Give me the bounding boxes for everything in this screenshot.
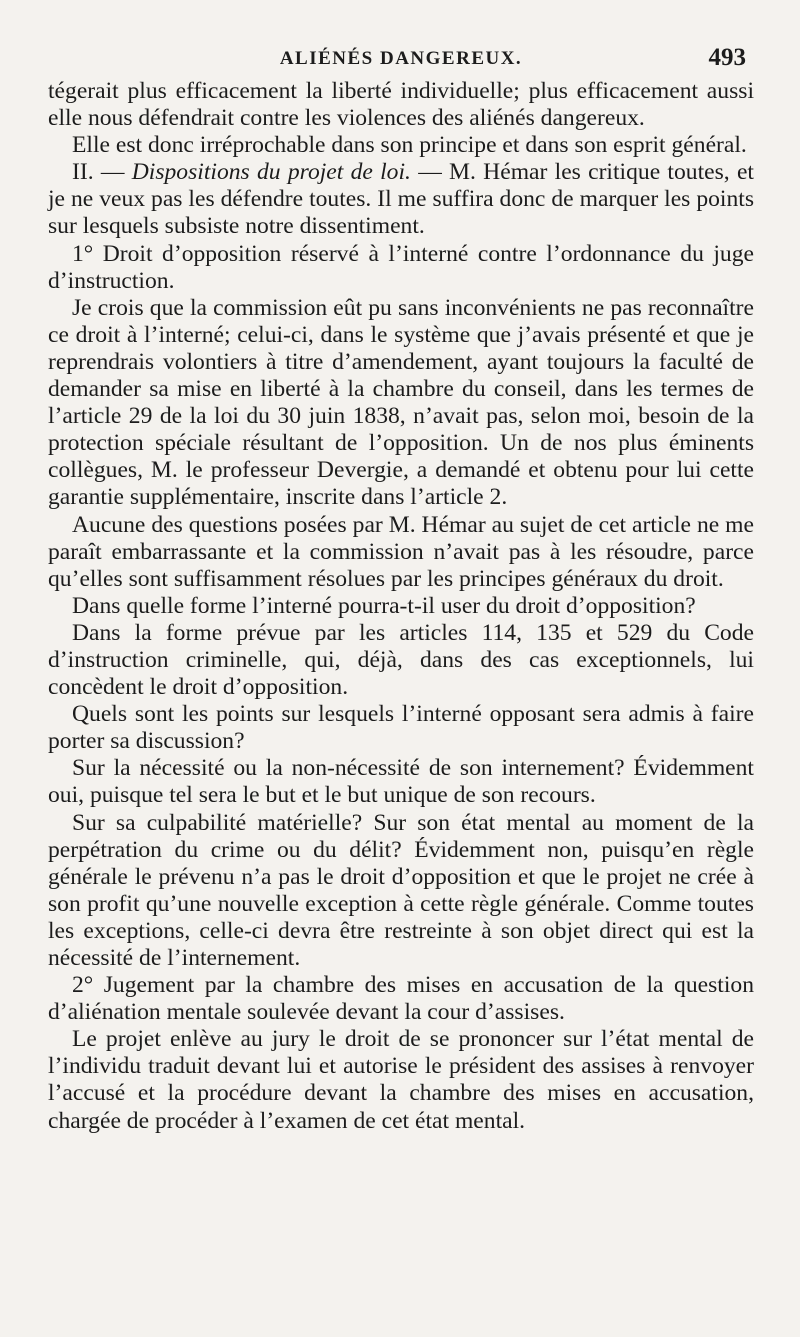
section-title: Dispositions du projet de loi. <box>131 159 411 186</box>
paragraph: Aucune des questions posées par M. Hémar au sujet de cet article ne me paraît embarrassante et la commission n’avait pas à les résoudre, parce qu’elles sont suffisamment résolues par les principes généraux du droit. <box>48 511 754 592</box>
paragraph: Dans quelle forme l’interné pourra-t-il user du droit d’opposition? <box>72 592 696 619</box>
section-dash: — <box>418 159 442 186</box>
paragraph-continuation: tégerait plus efficacement la liberté individuelle; plus efficacement aussi elle nous défendrait contre les violences des aliénés dangereux. <box>48 78 754 132</box>
paragraph: 2° Jugement par la chambre des mises en accusation de la question d’aliénation mentale soulevée devant la cour d’assises. <box>48 972 754 1026</box>
book-page <box>48 34 754 1135</box>
paragraph: Sur sa culpabilité matérielle? Sur son état mental au moment de la perpétration du crime ou du délit? Évidemment non, puisqu’en règle générale le prévenu n’a pas le droit d’opposition et que le projet ne crée à son profit qu’une nouvelle exception à cette règle générale. Comme toutes les exceptions, celle-ci devra être restreinte à son objet direct qui est la nécessité de l’internement. <box>48 809 754 971</box>
running-head: ALIÉNÉS DANGEREUX. <box>279 48 523 69</box>
paragraph: Sur la nécessité ou la non-nécessité de son internement? Évidemment oui, puisque tel sera le but et le but unique de son recours. <box>48 755 754 809</box>
page-number: 493 <box>708 44 746 71</box>
paragraph: Dans la forme prévue par les articles 114, 135 et 529 du Code d’instruction criminelle, qui, déjà, dans des cas exceptionnels, lui concèdent le droit d’opposition. <box>48 619 754 701</box>
body-text <box>48 78 754 1135</box>
paragraph: Elle est donc irréprochable dans son principe et dans son esprit général. <box>72 132 747 159</box>
section-heading-paragraph <box>48 159 754 240</box>
section-numeral: II. — <box>72 159 125 186</box>
section-text: M. Hémar les critique toutes, et je ne veux pas les défendre toutes. Il me suffira donc de marquer les points sur lesquels subsiste notre dissentiment. <box>48 159 754 240</box>
page-header <box>48 34 754 74</box>
paragraph: 1° Droit d’opposition réservé à l’interné contre l’ordonnance du juge d’instruction. <box>48 240 754 294</box>
paragraph: Le projet enlève au jury le droit de se prononcer sur l’état mental de l’individu traduit devant lui et autorise le président des assises à renvoyer l’accusé et la procédure devant la chambre des mises en accusation, chargée de procéder à l’examen de cet état mental. <box>48 1026 754 1134</box>
paragraph: Je crois que la commission eût pu sans inconvénients ne pas reconnaître ce droit à l’interné; celui-ci, dans le système que j’avais présenté et que je reprendrais volontiers à titre d’amendement, ayant toujours la faculté de demander sa mise en liberté à la chambre du conseil, dans les termes de l’article 29 de la loi du 30 juin 1838, n’avait pas, selon moi, besoin de la protection spéciale résultant de l’opposition. Un de nos plus éminents collègues, M. le professeur Devergie, a demandé et obtenu pour lui cette garantie supplémentaire, inscrite dans l’article 2. <box>48 294 754 511</box>
paragraph: Quels sont les points sur lesquels l’interné opposant sera admis à faire porter sa discussion? <box>48 701 754 755</box>
